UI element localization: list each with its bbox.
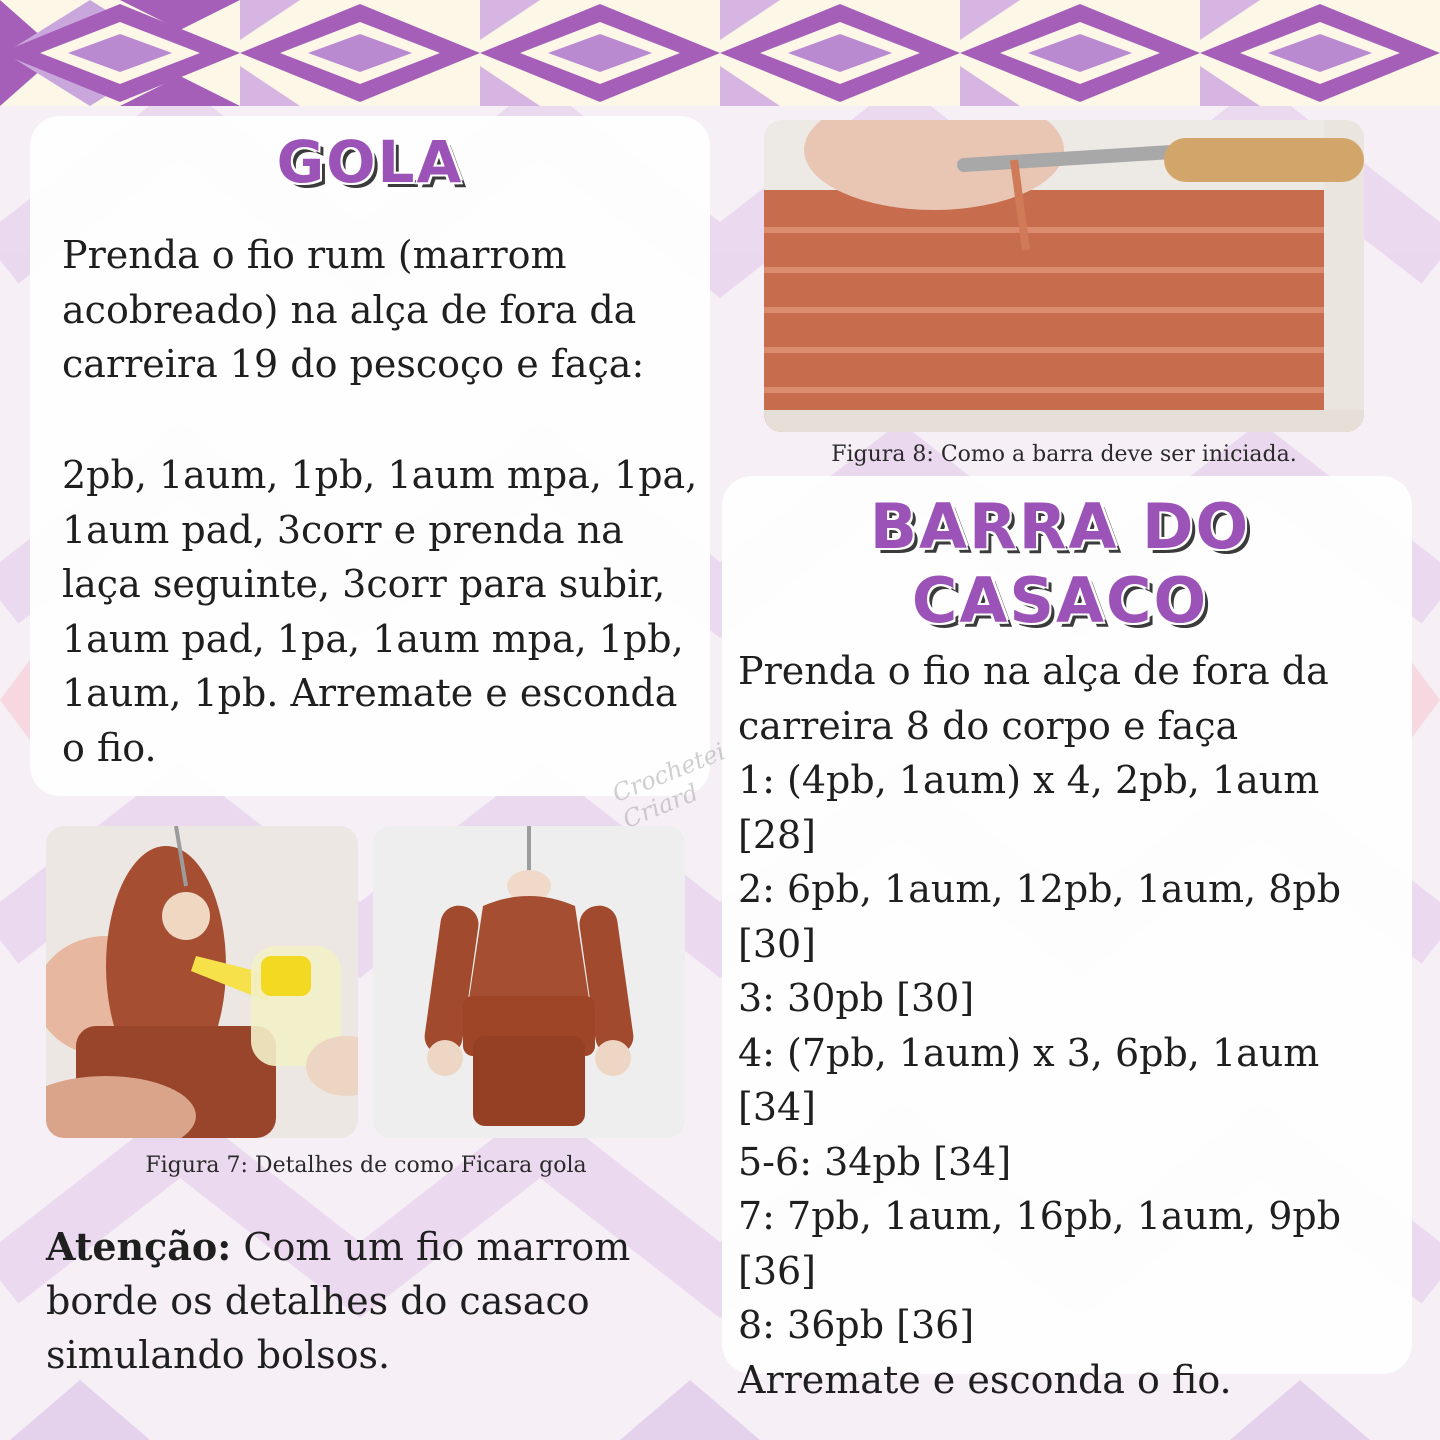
barra-round: 8: 36pb [36] — [738, 1303, 975, 1347]
figure-7-glue-photo — [46, 826, 358, 1138]
barra-round: 7: 7pb, 1aum, 16pb, 1aum, 9pb [36] — [738, 1194, 1342, 1293]
atencao-text: Com um fio marrom borde os detalhes do casaco simulando bolsos. — [46, 1225, 631, 1377]
atencao-note — [46, 1220, 696, 1382]
barra-round: 1: (4pb, 1aum) x 4, 2pb, 1aum [28] — [738, 758, 1320, 857]
barra-title-line1: BARRA DO — [869, 490, 1251, 563]
figure-7-caption: Figura 7: Detalhes de como Ficara gola — [145, 1153, 587, 1178]
gola-steps-text: 2pb, 1aum, 1pb, 1aum mpa, 1pa, 1aum pad, 3corr e prenda na laça seguinte, 3corr para subir, 1aum pad, 1pa, 1aum mpa, 1pb, 1aum, 1pb. Arremate e esconda o fio. — [62, 453, 698, 770]
barra-intro-text: Prenda o fio na alça de fora da carreira 8 do corpo e faça — [738, 649, 1329, 748]
barra-round: 3: 30pb [30] — [738, 976, 975, 1020]
barra-title — [760, 490, 1360, 638]
figure-7-doll-photo — [373, 826, 685, 1138]
barra-round: 5-6: 34pb [34] — [738, 1139, 1012, 1184]
barra-title-line2: CASACO — [911, 564, 1209, 637]
gola-intro-text: Prenda o fio rum (marrom acobreado) na alça de fora da carreira 19 do pescoço e faça: — [62, 233, 645, 386]
gola-title: GOLA — [276, 128, 464, 196]
figure-8-caption: Figura 8: Como a barra deve ser iniciada. — [831, 442, 1297, 467]
figure-8-photo — [764, 120, 1364, 432]
barra-round: 2: 6pb, 1aum, 12pb, 1aum, 8pb [30] — [738, 867, 1342, 966]
top-decorative-band — [0, 0, 1440, 106]
barra-closing-text: Arremate e esconda o fio. — [738, 1357, 1232, 1402]
watermark-logo: Crochetei Criard — [608, 737, 730, 834]
barra-round: 4: (7pb, 1aum) x 3, 6pb, 1aum [34] — [738, 1030, 1320, 1129]
atencao-label: Atenção: — [46, 1224, 232, 1269]
barra-body — [738, 644, 1408, 1407]
